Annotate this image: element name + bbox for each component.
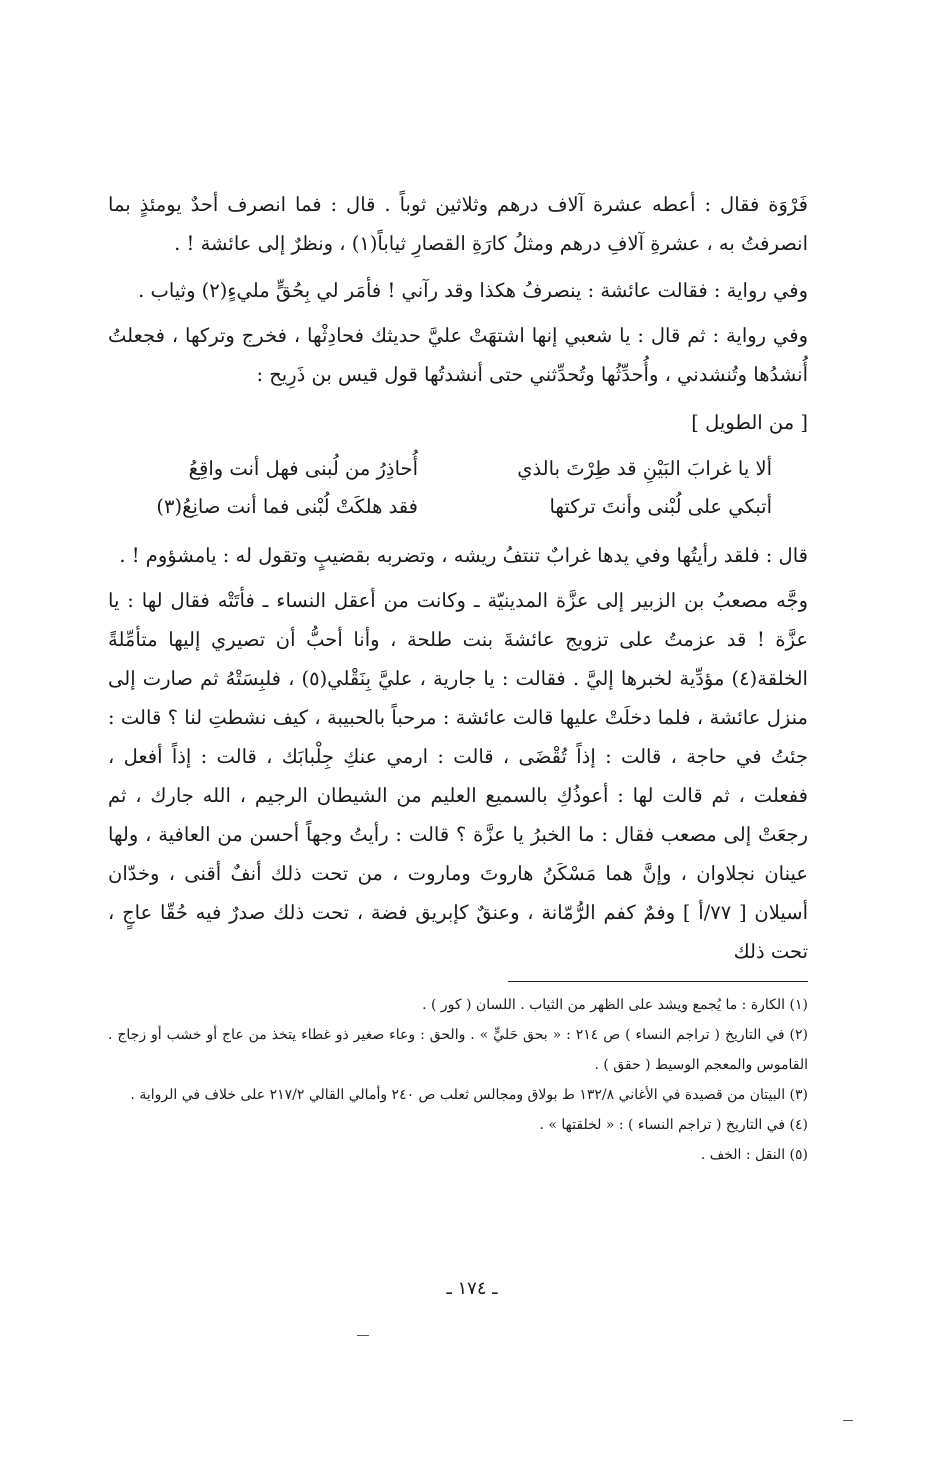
- scan-mark: [357, 1335, 369, 1336]
- poem-meter: [ من الطويل ]: [691, 411, 808, 434]
- page-body: [108, 185, 808, 1170]
- poem: [108, 450, 808, 526]
- verse-1-second-hemistich: أُحاذِرُ من لُبنى فهل أنت واقِعُ: [188, 457, 418, 480]
- footnote-1: (١) الكارة : ما يُجمع ويشد على الظهر من الثياب . اللسان ( كور ) .: [422, 997, 808, 1013]
- verse-2-second-hemistich: فقد هلكَتْ لُبْنى فما أنت صانِعُ(٣): [156, 495, 418, 518]
- poem-verse-2: [108, 488, 808, 526]
- footnotes: [108, 990, 808, 1170]
- footnote-divider: [508, 981, 808, 982]
- scan-mark: [843, 1420, 853, 1421]
- paragraph-4: قال : فلقد رأيتُها وفي يدها غرابٌ تنتفُ ريشه ، وتضربه بقضيبٍ وتقول له : يامشؤوم ! .: [119, 544, 808, 567]
- verse-1-first-hemistich: ألا يا غرابَ البَيْنِ قد طِرْتَ بالذي: [517, 457, 772, 480]
- footnote-4: (٤) في التاريخ ( تراجم النساء ) : « لخلقتها » .: [539, 1117, 808, 1133]
- paragraph-2: وفي رواية : فقالت عائشة : ينصرفُ هكذا وقد رآني ! فأمَر لي بِحُقٍّ مليءٍ(٢) وثياب .: [138, 279, 808, 302]
- paragraph-3: وفي رواية : ثم قال : يا شعبي إنها اشتهَتْ عليَّ حديثك فحادِثْها ، فخرج وتركها ، فجعلتُ أُنشدُها وتُنشدني ، وأُحدِّثُها وتُحدِّثني حتى أنشدتُها قول قيس بن ذَرِيح :: [108, 324, 808, 386]
- footnote-5: (٥) النقل : الخف .: [700, 1147, 808, 1163]
- verse-2-first-hemistich: أتبكي على لُبْنى وأنتَ تركتها: [549, 495, 772, 518]
- footnote-2: (٢) في التاريخ ( تراجم النساء ) ص ٢١٤ : « بحق حَليٍّ » . والحق : وعاء صغير ذو غطاء يتخذ من عاج أو خشب أو زجاج . القاموس والمعجم الوسيط ( حقق ) .: [108, 1027, 808, 1073]
- poem-verse-1: [108, 450, 808, 488]
- paragraph-5: وجَّه مصعبُ بن الزبير إلى عزَّة المدينيّة ـ وكانت من أعقل النساء ـ فأتَتْه فقال لها : يا عزَّة ! قد عزمتُ على تزويج عائشةَ بنت طلحة ، وأنا أحبُّ أن تصيري إليها متأمِّلةً الخلقة(٤) مؤدِّية لخبرها إليَّ . فقالت : يا جارية ، عليَّ بِنَقْلي(٥) ، فلبِسَتْهُ ثم صارت إلى منزل عائشة ، فلما دخلَتْ عليها قالت عائشة : مرحباً بالحبيبة ، كيف نشطتِ لنا ؟ قالت : جئتُ في حاجة ، قالت : إذاً تُقْضَى ، قالت : ارمي عنكِ جِلْبابَك ، قالت : إذاً أفعل ، ففعلت ، ثم قالت لها : أعوذُكِ بالسميع العليم من الشيطان الرجيم ، الله جارك ، ثم رجعَتْ إلى مصعب فقال : ما الخبرُ يا عزَّة ؟ قالت : رأيتُ وجهاً أحسن من العافية ، ولها عينان نجلاوان ، وإنَّ هما مَسْكَنُ هاروتَ وماروت ، من تحت ذلك أنفٌ أقنى ، وخدّان أسيلان [ ٧٧/أ ] وفمٌ كفم الرُّمّانة ، وعنقٌ كإبريق فضة ، تحت ذلك صدرٌ فيه حُقّا عاجٍ ، تحت ذلك: [108, 589, 808, 963]
- paragraph-1: فَرْوَة فقال : أعطه عشرة آلاف درهم وثلاثين ثوباً . قال : فما انصرف أحدٌ يومئذٍ بما انصرفتُ به ، عشرةِ آلافِ درهم ومثلُ كارَةِ القصارِ ثياباً(١) ، ونظرٌ إلى عائشة ! .: [108, 193, 808, 255]
- footnote-3: (٣) البيتان من قصيدة في الأغاني ١٣٢/٨ ط بولاق ومجالس ثعلب ص ٢٤٠ وأمالي القالي ٢١٧/٢ على خلاف في الرواية .: [130, 1087, 808, 1103]
- page-number: ـ ١٧٤ ـ: [446, 1278, 498, 1299]
